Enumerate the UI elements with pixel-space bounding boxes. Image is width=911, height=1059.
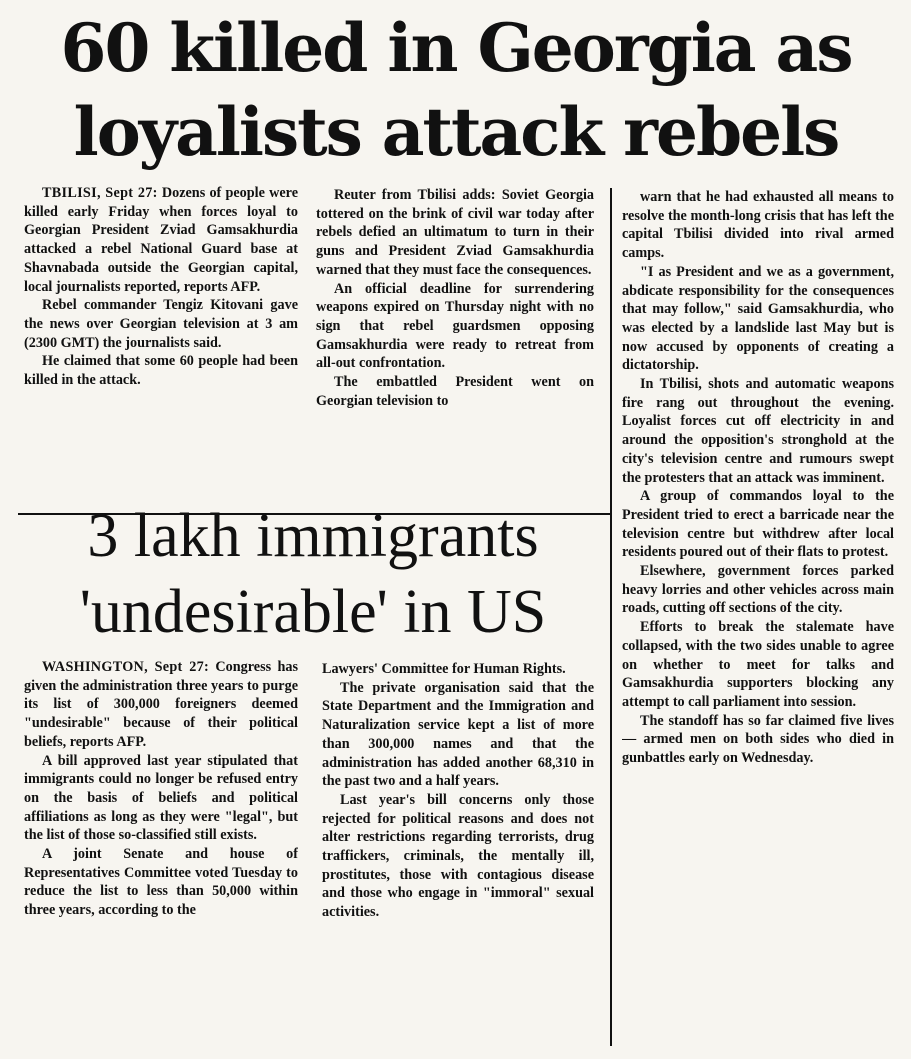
story2-col2-para: Last year's bill concerns only those rejected for political reasons and does not alter restrictions regarding terrorists, drug traffickers, criminals, the mentally ill, prostitutes, those with contagious disease and those who engage in "immoral" sexual activities. (322, 791, 594, 921)
story1-col1-para: He claimed that some 60 people had been killed in the attack. (24, 353, 298, 389)
story1-col3-para: A group of commandos loyal to the President tried to erect a barricade near the television centre but withdrew after local residents poured out of their flats to protest. (622, 488, 894, 561)
story2-dateline: WASHINGTON, Sept 27: (42, 659, 210, 675)
story2-col1-para: A bill approved last year stipulated that immigrants could no longer be refused entry on the basis of beliefs and political affiliations as long as they were "legal", but the list of those so-classified still exists. (24, 752, 298, 844)
story1-column-2 (316, 186, 594, 510)
story2-col2-para: Lawyers' Committee for Human Rights. (322, 661, 566, 677)
story1-column-1 (24, 184, 298, 510)
story1-col3-para: In Tbilisi, shots and automatic weapons fire rang out throughout the evening. Loyalist forces cut off electricity in and around the opposition's stronghold at the city's television centre and rumours swept the protesters that an attack was imminent. (622, 376, 894, 486)
story2-column-2 (322, 660, 594, 1050)
story2-col1-para: A joint Senate and house of Representatives Committee voted Tuesday to reduce the list to less than 50,000 within three years, according to the (24, 846, 298, 919)
story1-col3-para: Efforts to break the stalemate have collapsed, with the two sides unable to agree on whether to meet for talks and Gamsakhurdia supporters blocking any attempt to call parliament into session. (622, 619, 894, 710)
story1-col3-para: warn that he had exhausted all means to resolve the month-long crisis that has left the capital Tbilisi divided into rival armed camps. (622, 189, 894, 262)
story1-col2-para: The embattled President went on Georgian television to (316, 374, 594, 409)
story1-column-3 (622, 188, 894, 1048)
story1-col1-para: TBILISI, Sept 27: Dozens of people were killed early Friday when forces loyal to Georgian President Zviad Gamsakhurdia attacked a rebel National Guard base at Shavnabada outside the Georgian capital, local journalists reported, reports AFP. (24, 185, 298, 295)
story1-col2-para: Reuter from Tbilisi adds: Soviet Georgia tottered on the brink of civil war today after rebels defied an ultimatum to turn in their guns and President Zviad Gamsakhurdia warned that they must face the consequences. (316, 187, 594, 278)
story1-dateline: TBILISI, Sept 27: (42, 185, 158, 201)
story2-headline: 3 lakh immigrants 'undesirable' in US (79, 502, 547, 646)
story1-headline: 60 killed in Georgia as loyalists attack rebels (60, 9, 852, 171)
story2-col2-para: The private organisation said that the State Department and the Immigration and Naturalization service kept a list of more than 300,000 names and that the administration has added another 68,310 in the past two and a half years. (322, 679, 594, 790)
column-divider (610, 188, 612, 1046)
story2-column-1 (24, 658, 298, 1050)
story1-col2-para: An official deadline for surrendering weapons expired on Thursday night with no sign that rebel guardsmen opposing Gamsakhurdia were ready to retreat from all-out confrontation. (316, 280, 594, 372)
story1-col3-para: Elsewhere, government forces parked heavy lorries and other vehicles across main roads, cutting off sections of the city. (622, 563, 894, 617)
story1-col3-para: "I as President and we as a government, abdicate responsibility for the consequences that may follow," said Gamsakhurdia, who was elected by a landslide last May but is now accused by opponents of creating a dictatorship. (622, 263, 894, 374)
story1-col3-para: The standoff has so far claimed five lives — armed men on both sides who died in gunbattles early on Wednesday. (622, 712, 894, 767)
story2-col1-para: WASHINGTON, Sept 27: Congress has given the administration three years to purge its list of 300,000 foreigners deemed "undesirable" because of their political beliefs, reports AFP. (24, 659, 298, 750)
story1-col1-para: Rebel commander Tengiz Kitovani gave the news over Georgian television at 3 am (2300 GMT) the journalists said. (24, 297, 298, 351)
